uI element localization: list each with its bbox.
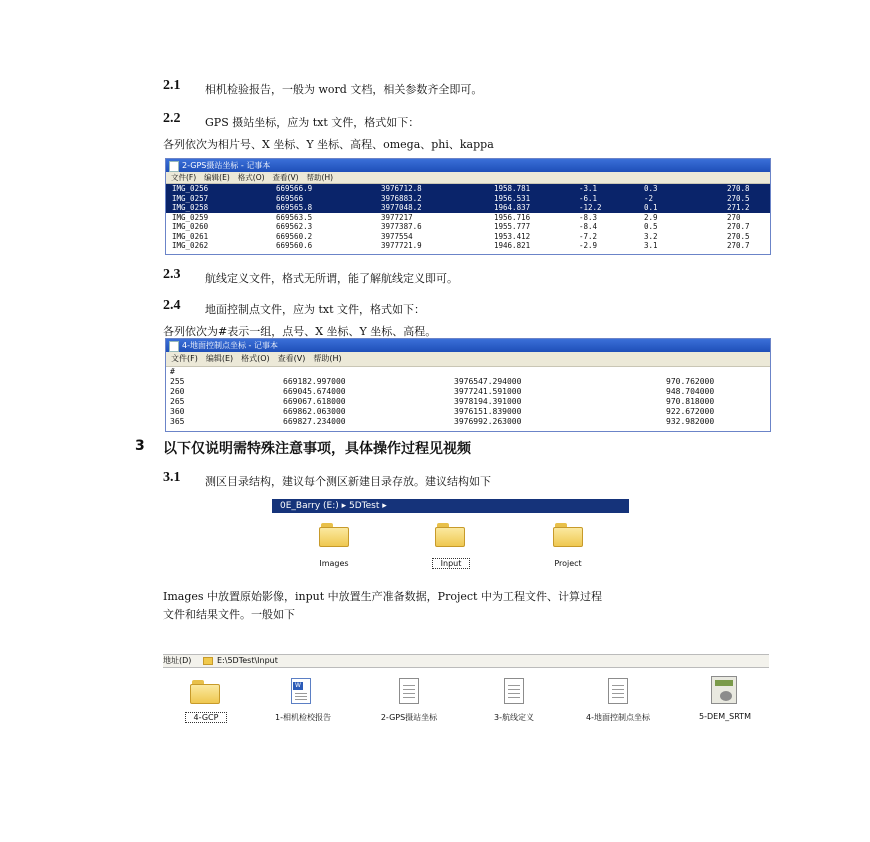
- menu-edit[interactable]: 编辑(E): [205, 354, 234, 363]
- section-3-1-text: 测区目录结构，建议每个测区新建目录存放。建议结构如下: [205, 475, 491, 488]
- word-document-icon[interactable]: W: [291, 678, 311, 704]
- notepad-icon: [169, 341, 179, 352]
- section-2-3-text: 航线定义文件，格式无所谓，能了解航线定义即可。: [205, 272, 458, 285]
- menu-file[interactable]: 文件(F): [171, 173, 197, 182]
- menu-help[interactable]: 帮助(H): [313, 354, 342, 363]
- description-line-1: Images 中放置原始影像，input 中放置生产准备数据，Project 中为工程文件、计算过程: [163, 590, 602, 603]
- folder-icon: [203, 657, 213, 665]
- folder-icon[interactable]: [435, 523, 465, 547]
- gps-notepad-menubar: [166, 172, 770, 184]
- section-2-1-number: 2.1: [163, 78, 181, 93]
- section-2-4-number: 2.4: [163, 298, 181, 313]
- address-bar: [163, 654, 769, 668]
- table-row: IMG_0259 669563.5 3977217 1956.716 -8.3 2.9 270: [172, 212, 741, 222]
- explorer-folder-view: [272, 499, 629, 579]
- section-2-1-text: 相机检验报告，一般为 word 文档，相关参数齐全即可。: [205, 83, 483, 96]
- gcp-notepad-titlebar[interactable]: [166, 339, 770, 352]
- menu-view[interactable]: 查看(V): [272, 173, 299, 182]
- gcp-notepad-menubar: [166, 352, 770, 367]
- menu-help[interactable]: 帮助(H): [306, 173, 334, 182]
- menu-format[interactable]: 格式(O): [241, 354, 270, 363]
- folder-label-project[interactable]: Project: [554, 559, 582, 568]
- table-row: IMG_0260 669562.3 3977387.6 1955.777 -8.4 0.5 270.7: [172, 222, 750, 231]
- file-label-gcp[interactable]: 4-GCP: [185, 712, 227, 723]
- text-file-icon[interactable]: [504, 678, 524, 704]
- table-row: 360 669862.063000 3976151.839000 922.672000: [170, 407, 715, 416]
- folder-icon[interactable]: [553, 523, 583, 547]
- folder-label-input[interactable]: Input: [432, 558, 470, 569]
- section-2-4-subtext: 各列依次为#表示一组，点号、X 坐标、Y 坐标、高程。: [163, 325, 437, 338]
- file-label-dem[interactable]: 5-DEM_SRTM: [699, 712, 751, 721]
- table-row: 255 669182.997000 3976547.294000 970.762000: [170, 377, 715, 386]
- text-file-icon[interactable]: [399, 678, 419, 704]
- table-row: 260 669045.674000 3977241.591000 948.704000: [170, 387, 715, 396]
- section-3-heading: 以下仅说明需特殊注意事项，具体操作过程见视频: [163, 441, 471, 457]
- section-3-number: 3: [135, 438, 145, 454]
- section-2-2-text: GPS 摄站坐标，应为 txt 文件，格式如下：: [205, 116, 420, 129]
- explorer-breadcrumb[interactable]: 0E_Barry (E:) ▸ 5DTest ▸: [272, 499, 629, 513]
- folder-icon[interactable]: [190, 680, 220, 704]
- folder-icon[interactable]: [319, 523, 349, 547]
- section-2-2-number: 2.2: [163, 111, 181, 126]
- gps-notepad-text-area[interactable]: [166, 184, 770, 251]
- gps-notepad-titlebar[interactable]: [166, 159, 770, 172]
- menu-file[interactable]: 文件(F): [171, 354, 198, 363]
- menu-edit[interactable]: 编辑(E): [204, 173, 230, 182]
- folder-label-images[interactable]: Images: [319, 559, 349, 568]
- gps-notepad-window: [165, 158, 771, 255]
- notepad-icon: [169, 161, 179, 172]
- table-row: IMG_0261 669560.2 3977554 1953.412 -7.2 3.2 270.5: [172, 231, 750, 241]
- file-label-camera-report[interactable]: 1-相机检校报告: [275, 713, 331, 722]
- description-line-2: 文件和结果文件。一般如下: [163, 608, 295, 621]
- table-row: 365 669827.234000 3976992.263000 932.982000: [170, 417, 715, 426]
- section-3-1-number: 3.1: [163, 470, 181, 485]
- file-label-flightline[interactable]: 3-航线定义: [494, 713, 534, 722]
- table-row: #: [170, 367, 175, 376]
- text-file-icon[interactable]: [608, 678, 628, 704]
- input-folder-contents: [163, 670, 769, 730]
- gps-notepad-title: 2-GPS摄站坐标 - 记事本: [182, 161, 271, 170]
- section-2-3-number: 2.3: [163, 267, 181, 282]
- table-row: IMG_0257 669566 3976883.2 1956.531 -6.1 -2 270.5: [166, 194, 770, 204]
- file-label-gcp-coords[interactable]: 4-地面控制点坐标: [586, 713, 650, 722]
- menu-view[interactable]: 查看(V): [277, 354, 306, 363]
- address-path-input[interactable]: E:\5DTest\Input: [217, 656, 278, 665]
- address-label: 地址(D): [163, 656, 192, 665]
- table-row: IMG_0256 669566.9 3976712.8 1958.781 -3.1 0.3 270.8: [166, 184, 770, 194]
- dem-file-icon[interactable]: [711, 676, 737, 704]
- gcp-notepad-text-area[interactable]: [166, 367, 770, 427]
- section-2-2-subtext: 各列依次为相片号、X 坐标、Y 坐标、高程、omega、phi、kappa: [163, 138, 494, 151]
- table-row: IMG_0262 669560.6 3977721.9 1946.821 -2.9 3.1 270.7: [172, 241, 750, 250]
- file-label-gps[interactable]: 2-GPS摄站坐标: [380, 713, 438, 722]
- gcp-notepad-title: 4-地面控制点坐标 - 记事本: [182, 341, 278, 350]
- table-row: IMG_0258 669565.8 3977048.2 1964.837 -12.2 0.1 271.2: [166, 203, 770, 213]
- section-2-4-text: 地面控制点文件，应为 txt 文件，格式如下：: [205, 303, 426, 316]
- table-row: 265 669067.618000 3978194.391000 970.818000: [170, 397, 715, 406]
- menu-format[interactable]: 格式(O): [237, 173, 265, 182]
- gcp-notepad-window: [165, 338, 771, 432]
